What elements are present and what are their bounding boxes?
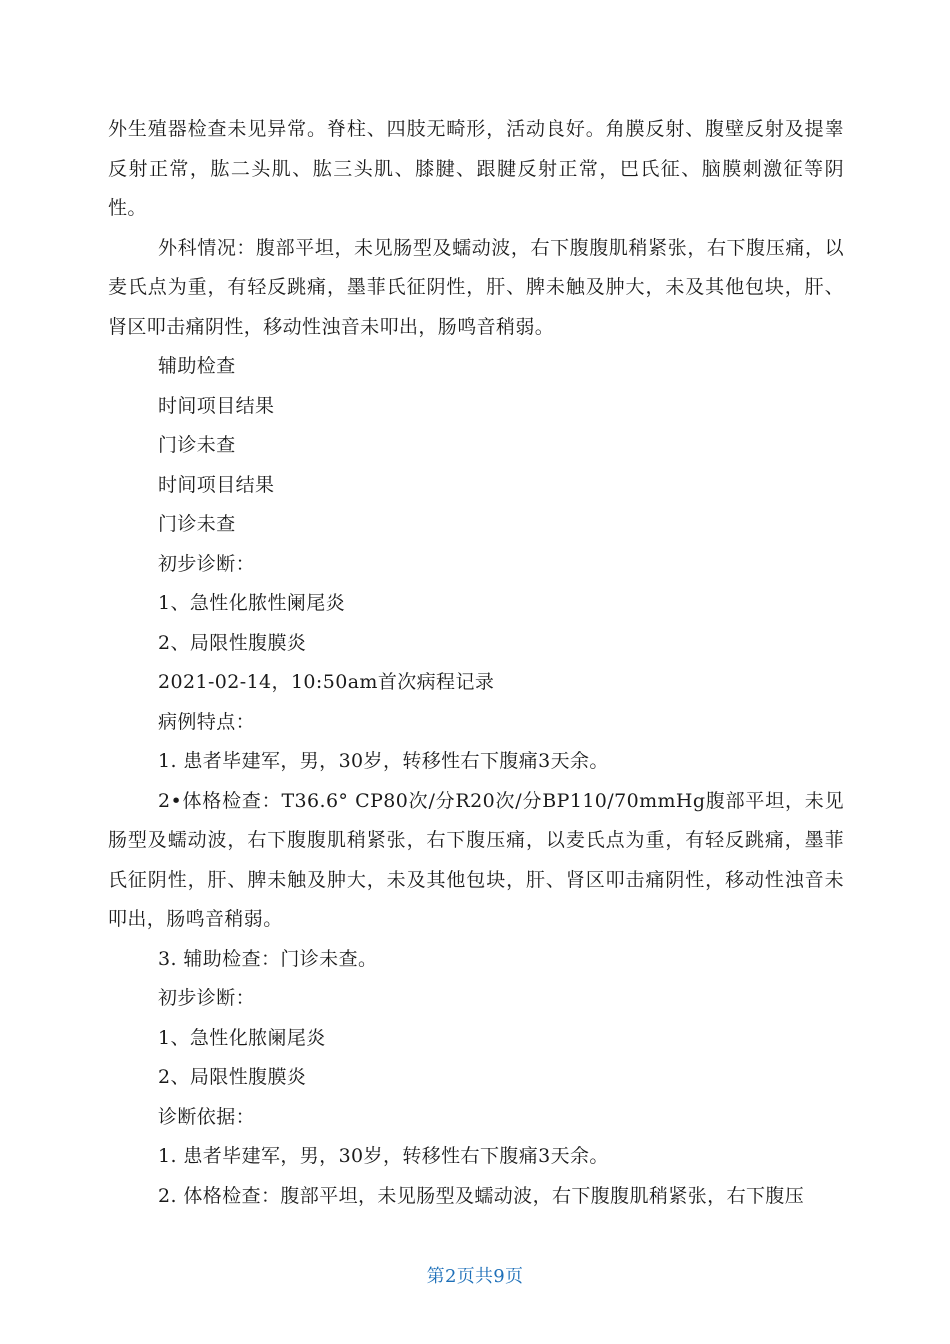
- basis-item: 2. 体格检查：腹部平坦，未见肠型及蠕动波，右下腹腹肌稍紧张，右下腹压: [158, 1184, 805, 1207]
- heading-case-features: 病例特点：: [158, 710, 256, 733]
- diagnosis-item: 2、局限性腹膜炎: [158, 631, 307, 654]
- feature-item: 3. 辅助检查：门诊未查。: [158, 947, 378, 970]
- feature-item: 1. 患者毕建军，男，30岁，转移性右下腹痛3天余。: [158, 750, 609, 772]
- heading-preliminary-diagnosis: 初步诊断：: [158, 987, 256, 1009]
- diagnosis-item: 2、局限性腹膜炎: [158, 1066, 307, 1088]
- line-not-checked: 门诊未查: [158, 434, 236, 456]
- paragraph-surgical-condition: 外科情况：腹部平坦，未见肠型及蠕动波，右下腹腹肌稍紧张，右下腹压痛，以麦氏点为重，有轻反跳痛，墨菲氏征阴性，肝、脾未触及肿大，未及其他包块，肝、肾区叩击痛阴性，移动性浊音未叩出，肠鸣音稍弱。: [108, 236, 844, 338]
- line-time-item-result: 时间项目结果: [158, 473, 275, 496]
- diagnosis-item: 1、急性化脓性阑尾炎: [158, 592, 346, 614]
- diagnosis-item: 1、急性化脓阑尾炎: [158, 1026, 326, 1049]
- basis-item: 1. 患者毕建军，男，30岁，转移性右下腹痛3天余。: [158, 1145, 609, 1167]
- line-not-checked: 门诊未查: [158, 513, 236, 535]
- line-time-item-result: 时间项目结果: [158, 394, 275, 417]
- heading-preliminary-diagnosis: 初步诊断：: [158, 552, 256, 575]
- paragraph-physical-exam: 外生殖器检查未见异常。脊柱、四肢无畸形，活动良好。角膜反射、腹壁反射及提睾反射正常，肱二头肌、肱三头肌、膝腱、跟腱反射正常，巴氏征、脑膜刺激征等阴性。: [108, 118, 844, 219]
- heading-auxiliary-exam: 辅助检查: [158, 355, 236, 377]
- feature-item: 2•体格检查：T36.6° CP80次/分R20次/分BP110/70mmHg腹部平坦，未见肠型及蠕动波，右下腹腹肌稍紧张，右下腹压痛，以麦氏点为重，有轻反跳痛，墨菲氏征阴性，肝、脾未触及肿大，未及其他包块，肝、肾区叩击痛阴性，移动性浊音未叩出，肠鸣音稍弱。: [108, 789, 844, 930]
- page-number-footer: 第2页共9页: [426, 1266, 524, 1287]
- heading-diagnosis-basis: 诊断依据：: [158, 1105, 256, 1128]
- document-body: [108, 110, 844, 1216]
- record-timestamp: 2021-02-14，10:50am首次病程记录: [158, 671, 495, 693]
